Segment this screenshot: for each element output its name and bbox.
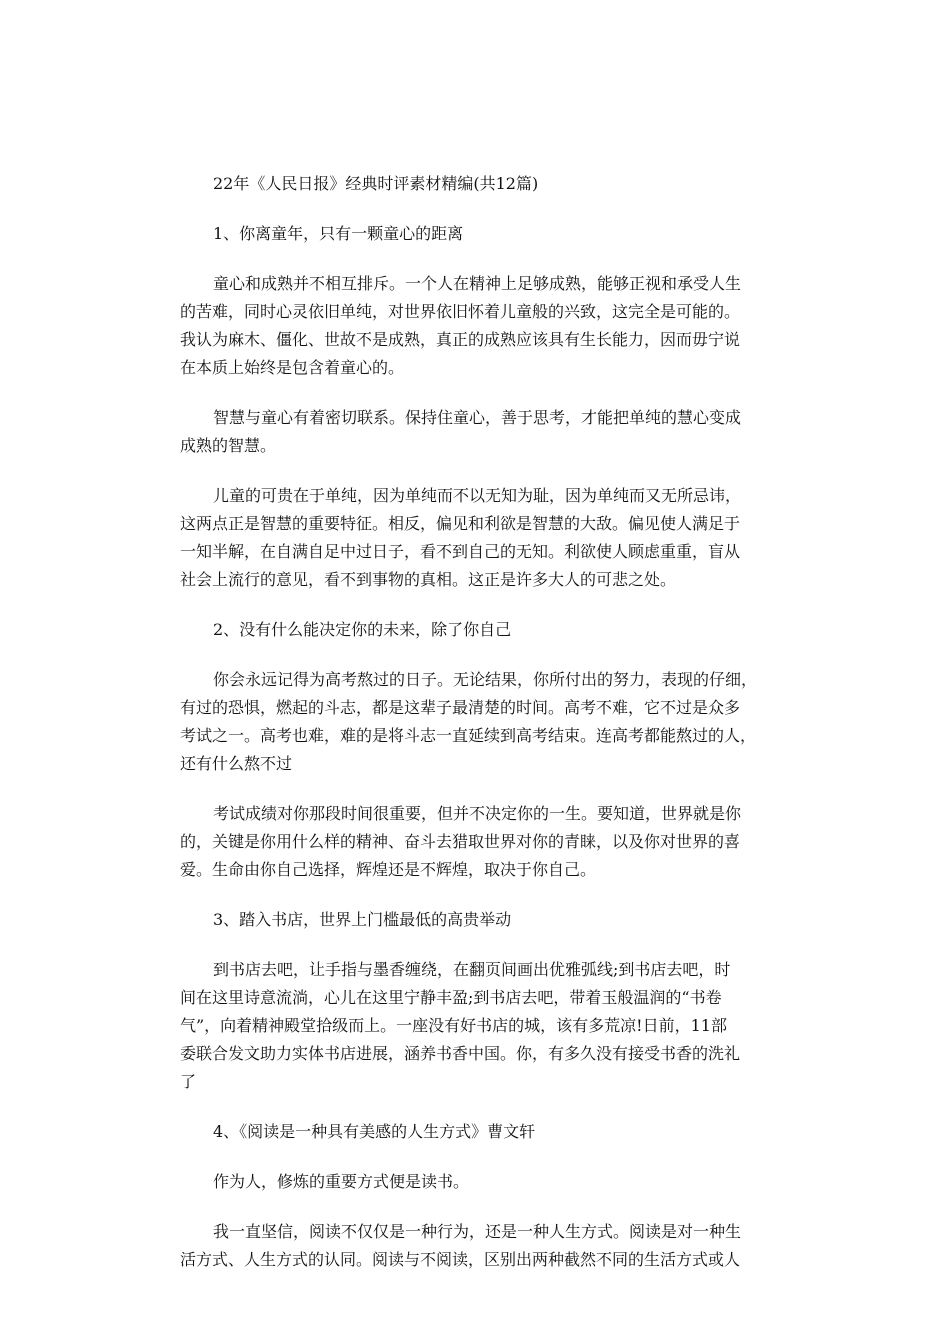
paragraph-2-1: 你会永远记得为高考熬过的日子。无论结果，你所付出的努力，表现的仔细， 有过的恐惧，燃起的斗志，都是这辈子最清楚的时间。高考不难，它不过是众多 考试之一。高考也难，难的是将斗志一直延续到高考结束。连高考都能熬过的人， 还有什么熬不过	[180, 670, 758, 773]
paragraph-4-1: 作为人，修炼的重要方式便是读书。	[213, 1172, 470, 1191]
document-title: 22年《人民日报》经典时评素材精编(共12篇)	[213, 174, 539, 193]
paragraph-3-1: 到书店去吧，让手指与墨香缠绕，在翻页间画出优雅弧线;到书店去吧，时 间在这里诗意流淌，心儿在这里宁静丰盈;到书店去吧，带着玉般温润的“书卷 气”，向着精神殿堂拾级而上。一座没有好书店的城，该有多荒凉!日前，11部 委联合发文助力实体书店进展，涵养书香中国。你，有多久没有接受书香的洗礼 了	[180, 960, 741, 1091]
paragraph-1-1: 童心和成熟并不相互排斥。一个人在精神上足够成熟，能够正视和承受人生 的苦难，同时心灵依旧单纯，对世界依旧怀着儿童般的兴致，这完全是可能的。 我认为麻木、僵化、世故不是成熟，真正的成熟应该具有生长能力，因而毋宁说 在本质上始终是包含着童心的。	[180, 274, 742, 377]
section-heading-4: 4、《阅读是一种具有美感的人生方式》曹文轩	[213, 1122, 536, 1141]
paragraph-4-2: 我一直坚信，阅读不仅仅是一种行为，还是一种人生方式。阅读是对一种生 活方式、人生方式的认同。阅读与不阅读，区别出两种截然不同的生活方式或人	[180, 1222, 742, 1269]
paragraph-1-2: 智慧与童心有着密切联系。保持住童心，善于思考，才能把单纯的慧心变成 成熟的智慧。	[180, 408, 742, 455]
section-heading-2: 2、没有什么能决定你的未来，除了你自己	[213, 620, 512, 639]
section-heading-1: 1、你离童年，只有一颗童心的距离	[213, 224, 464, 243]
document-page	[180, 170, 780, 1296]
paragraph-2-2: 考试成绩对你那段时间很重要，但并不决定你的一生。要知道，世界就是你 的，关键是你用什么样的精神、奋斗去猎取世界对你的青睐，以及你对世界的喜 爱。生命由你自己选择，辉煌还是不辉煌，取决于你自己。	[180, 804, 742, 879]
paragraph-1-3: 儿童的可贵在于单纯，因为单纯而不以无知为耻，因为单纯而又无所忌讳， 这两点正是智慧的重要特征。相反，偏见和利欲是智慧的大敌。偏见使人满足于 一知半解，在自满自足中过日子，看不到自己的无知。利欲使人顾虑重重，盲从 社会上流行的意见，看不到事物的真相。这正是许多大人的可悲之处。	[180, 486, 742, 589]
section-heading-3: 3、踏入书店，世界上门槛最低的高贵举动	[213, 910, 512, 929]
